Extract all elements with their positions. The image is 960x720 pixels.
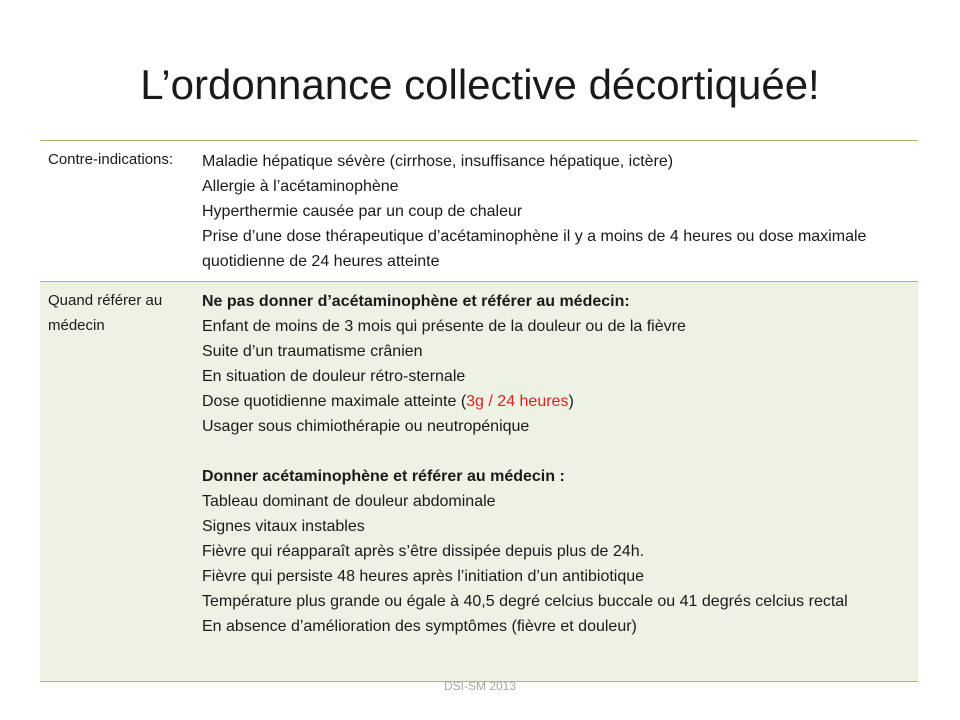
table-row-contraindications: [40, 141, 918, 282]
list-item: Fièvre qui persiste 48 heures après l’initiation d’un antibiotique: [202, 568, 645, 585]
list-item: Fièvre qui réapparaît après s’être dissipée depuis plus de 24h.: [202, 543, 645, 560]
section-heading-give-acetaminophen: Donner acétaminophène et référer au médecin :: [202, 468, 565, 485]
list-item: En absence d’amélioration des symptômes (fièvre et douleur): [202, 618, 637, 635]
slide-title: L’ordonnance collective décortiquée!: [140, 61, 820, 108]
content-cell: [194, 282, 918, 682]
list-item: Enfant de moins de 3 mois qui présente de la douleur ou de la fièvre: [202, 318, 686, 335]
list-item: Hyperthermie causée par un coup de chaleur: [202, 203, 523, 220]
list-item: En situation de douleur rétro-sternale: [202, 368, 466, 385]
max-dose-prefix: Dose quotidienne maximale atteinte (: [202, 393, 467, 410]
table-row-referral: [40, 282, 918, 682]
section-spacer: [202, 439, 914, 464]
row-label-referral: Quand référer au médecin: [48, 292, 163, 334]
row-label-contraindications: Contre-indications:: [48, 151, 174, 168]
label-cell: [40, 141, 194, 282]
label-cell: [40, 282, 194, 682]
max-dose-suffix: ): [568, 393, 574, 410]
list-item: Température plus grande ou égale à 40,5 degré celcius buccale ou 41 degrés celcius rectal: [202, 593, 848, 610]
prescription-table: [40, 140, 918, 682]
list-item: Usager sous chimiothérapie ou neutropénique: [202, 418, 530, 435]
contraindications-list: [194, 141, 918, 281]
list-item-max-dose: [202, 389, 914, 414]
section-heading-no-acetaminophen: Ne pas donner d’acétaminophène et référer au médecin:: [202, 293, 630, 310]
slide-footer: DSI-SM 2013: [443, 679, 517, 693]
content-cell: [194, 141, 918, 282]
list-item: Prise d’une dose thérapeutique d’acétaminophène il y a moins de 4 heures ou dose maximale quotidienne de 24 heures atteinte: [202, 228, 867, 270]
list-item: Maladie hépatique sévère (cirrhose, insuffisance hépatique, ictère): [202, 153, 674, 170]
list-item: Signes vitaux instables: [202, 518, 365, 535]
max-dose-highlight: 3g / 24 heures: [466, 393, 569, 410]
list-item: Suite d’un traumatisme crânien: [202, 343, 423, 360]
list-item: Tableau dominant de douleur abdominale: [202, 493, 496, 510]
list-item: Allergie à l’acétaminophène: [202, 178, 399, 195]
referral-list: [194, 282, 918, 681]
